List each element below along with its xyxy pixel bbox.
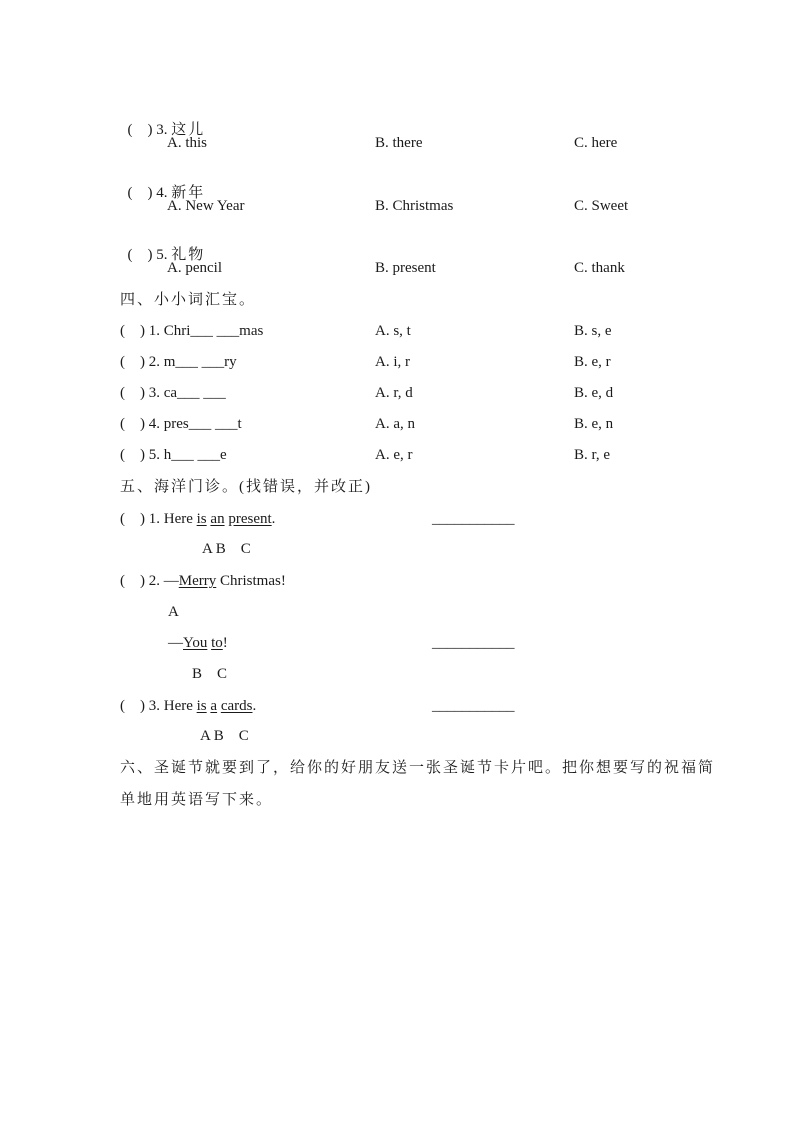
option-a: A. this <box>167 135 208 151</box>
question-3-3: ( ) 3. 这儿 <box>127 122 206 138</box>
error-b: a <box>210 698 218 714</box>
option-b: B. there <box>375 135 423 151</box>
letter-labels: B C <box>192 666 228 682</box>
reply-line: —You to! <box>168 635 228 651</box>
question-3-5: ( ) 5. 礼物 <box>127 247 206 263</box>
option-a: A. a, n <box>375 416 415 432</box>
answer-blank: ___________ <box>432 698 515 714</box>
error-c: present <box>228 511 272 527</box>
letter-label-a: A <box>168 604 179 620</box>
option-a: A. New Year <box>167 198 245 214</box>
option-a: A. pencil <box>167 260 222 276</box>
section-5-title: 五、海洋门诊。(找错误，并改正) <box>120 479 372 495</box>
section-6-title: 六、圣诞节就要到了，给你的好朋友送一张圣诞节卡片吧。把你想要写的祝福简 <box>120 760 716 776</box>
option-c: C. thank <box>574 260 625 276</box>
error-a: Merry <box>178 573 217 589</box>
question-5-2: ( ) 2. —Merry Christmas! <box>120 573 286 589</box>
option-a: A. i, r <box>375 354 410 370</box>
answer-blank: ___________ <box>432 635 515 651</box>
question-4-5: ( ) 5. h___ ___e <box>120 447 227 463</box>
option-b: B. e, d <box>574 385 614 401</box>
question-5-3: ( ) 3. Here is a cards. <box>120 698 257 714</box>
question-4-3: ( ) 3. ca___ ___ <box>120 385 226 401</box>
option-b: B. Christmas <box>375 198 454 214</box>
option-c: C. here <box>574 135 618 151</box>
letter-labels: A B C <box>200 728 249 744</box>
question-4-4: ( ) 4. pres___ ___t <box>120 416 242 432</box>
error-b: You <box>183 635 208 651</box>
option-a: A. e, r <box>375 447 413 463</box>
option-a: A. r, d <box>375 385 413 401</box>
option-b: B. e, n <box>574 416 614 432</box>
letter-labels: A B C <box>202 541 251 557</box>
option-b: B. r, e <box>574 447 611 463</box>
section-4-title: 四、小小词汇宝。 <box>120 292 257 308</box>
question-4-1: ( ) 1. Chri___ ___mas <box>120 323 264 339</box>
question-3-4: ( ) 4. 新年 <box>127 185 206 201</box>
option-b: B. s, e <box>574 323 612 339</box>
error-b: an <box>210 511 225 527</box>
option-a: A. s, t <box>375 323 411 339</box>
option-b: B. present <box>375 260 436 276</box>
question-5-1: ( ) 1. Here is an present. <box>120 511 276 527</box>
error-a: is <box>196 511 207 527</box>
error-a: is <box>196 698 207 714</box>
error-c: to <box>211 635 223 651</box>
answer-blank: ___________ <box>432 511 515 527</box>
question-4-2: ( ) 2. m___ ___ry <box>120 354 237 370</box>
option-b: B. e, r <box>574 354 611 370</box>
option-c: C. Sweet <box>574 198 629 214</box>
error-c: cards <box>220 698 253 714</box>
section-6-line2: 单地用英语写下来。 <box>120 792 274 808</box>
